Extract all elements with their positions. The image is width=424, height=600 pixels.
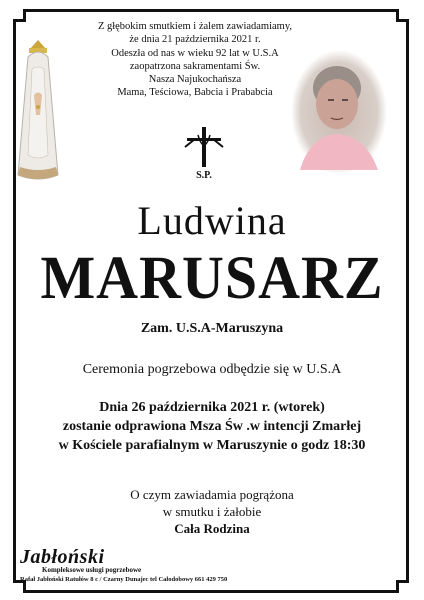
frame-corner <box>13 9 26 22</box>
closing-block <box>0 486 424 537</box>
deceased-first-name: Ludwina <box>137 198 287 243</box>
cross-icon <box>177 125 231 181</box>
family-signature: Cała Rodzina <box>174 521 250 536</box>
intro-line: Nasza Najukochańsza <box>148 74 242 86</box>
ceremony-line: Ceremonia pogrzebowa odbędzie się w U.S.A <box>82 362 342 377</box>
funeral-home-subtitle: Kompleksowe usługi pogrzebowe <box>42 566 142 574</box>
announcement-intro <box>70 20 320 100</box>
residence-line: Zam. U.S.A-Maruszyna <box>140 321 284 336</box>
intro-line: zaopatrzona sakramentami Św. <box>129 60 261 72</box>
frame-corner <box>396 580 409 593</box>
intro-line: Odeszła od nas w wieku 92 lat w U.S.A <box>111 47 279 59</box>
funeral-home-address: Rafał Jabłoński Ratułów 8 c / Czarny Dunajec tel Całodobowy 661 429 750 <box>20 576 228 583</box>
intro-line: Mama, Teściowa, Babcia i Prababcia <box>117 87 273 99</box>
crown-icon <box>30 40 46 49</box>
intro-line: Z głębokim smutkiem i żalem zawiadamiamy, <box>97 21 293 32</box>
closing-line: w smutku i żałobie <box>162 504 262 519</box>
mass-details <box>0 398 424 455</box>
intro-line: że dnia 21 października 2021 r. <box>129 34 261 46</box>
funeral-home-logo: Jabłoński <box>20 546 105 568</box>
mass-line: Dnia 26 października 2021 r. (wtorek) <box>99 400 325 415</box>
deceased-surname: MARUSARZ <box>40 243 384 312</box>
closing-line: O czym zawiadamia pogrążona <box>130 487 294 502</box>
madonna-figure-image <box>8 35 68 185</box>
mass-line: w Kościele parafialnym w Maruszynie o godz 18:30 <box>58 438 366 453</box>
frame-corner <box>396 9 409 22</box>
mass-line: zostanie odprawiona Msza Św .w intencji Zmarłej <box>62 419 362 434</box>
cross-monogram: S.P. <box>196 170 212 181</box>
